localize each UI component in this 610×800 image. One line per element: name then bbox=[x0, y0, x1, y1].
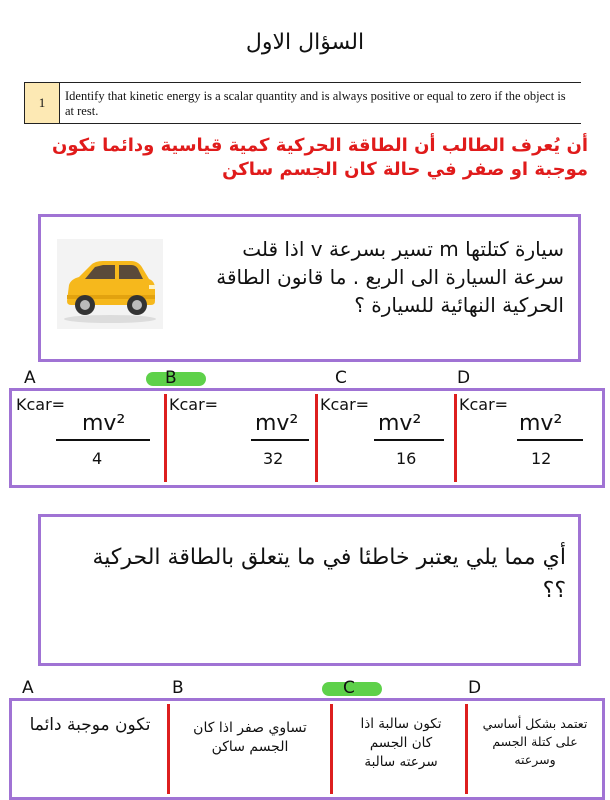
option-numerator: mv² bbox=[82, 411, 126, 436]
objective-table bbox=[24, 82, 581, 124]
option-text: تكون موجبة دائما bbox=[29, 715, 151, 735]
q2-option-c[interactable] bbox=[333, 701, 465, 797]
q2-letter-d: D bbox=[468, 678, 482, 698]
question2-box bbox=[38, 514, 581, 666]
fraction-line bbox=[56, 439, 150, 441]
page-title: السؤال الاول bbox=[245, 30, 365, 55]
objective-text: Identify that kinetic energy is a scalar quantity and is always positive or equal to zero if the object is at rest. bbox=[65, 89, 566, 118]
q1-option-a[interactable] bbox=[12, 391, 165, 485]
option-denominator: 4 bbox=[92, 449, 103, 468]
option-numerator: mv² bbox=[378, 411, 422, 436]
option-label: Kcar= bbox=[320, 395, 370, 414]
q1-letter-b: B bbox=[165, 368, 177, 388]
question2-options bbox=[9, 698, 605, 800]
car-image bbox=[57, 239, 163, 329]
q1-letter-d: D bbox=[457, 368, 471, 388]
option-numerator: mv² bbox=[519, 411, 563, 436]
question1-box bbox=[38, 214, 581, 362]
objective-number: 1 bbox=[25, 83, 60, 123]
fraction-line bbox=[251, 439, 309, 441]
option-numerator: mv² bbox=[255, 411, 299, 436]
fraction-line bbox=[374, 439, 444, 441]
q1-letter-a: A bbox=[24, 368, 36, 388]
option-denominator: 12 bbox=[531, 449, 552, 468]
q1-letter-c: C bbox=[335, 368, 347, 388]
q1-option-b[interactable] bbox=[167, 391, 315, 485]
q2-letter-b: B bbox=[172, 678, 184, 698]
option-label: Kcar= bbox=[169, 395, 219, 414]
q1-option-c[interactable] bbox=[318, 391, 454, 485]
question2-text: أي مما يلي يعتبر خاطئا في ما يتعلق بالطاقة الحركية ؟؟ bbox=[92, 545, 566, 603]
option-text: تعتمد بشكل أساسي على كتلة الجسم وسرعته bbox=[482, 716, 588, 767]
q2-option-a[interactable] bbox=[12, 701, 167, 797]
option-denominator: 16 bbox=[396, 449, 417, 468]
q2-option-b[interactable] bbox=[170, 701, 330, 797]
question1-options bbox=[9, 388, 605, 488]
yellow-car-icon bbox=[57, 239, 163, 329]
q1-option-d[interactable] bbox=[457, 391, 599, 485]
option-denominator: 32 bbox=[263, 449, 284, 468]
fraction-line bbox=[517, 439, 583, 441]
objective-arabic: أن يُعرف الطالب أن الطاقة الحركية كمية قياسية ودائما تكون موجبة او صفر في حالة كان الجسم ساكن bbox=[52, 135, 588, 180]
option-text: تكون سالبة اذا كان الجسم سرعته سالبة bbox=[360, 716, 442, 770]
q2-letter-c: C bbox=[343, 678, 355, 698]
option-label: Kcar= bbox=[459, 395, 509, 414]
q2-letter-a: A bbox=[22, 678, 34, 698]
question1-text: سيارة كتلتها m تسير بسرعة v اذا قلت سرعة السيارة الى الربع . ما قانون الطاقة الحركية النهائية للسيارة ؟ bbox=[216, 237, 564, 317]
option-label: Kcar= bbox=[16, 395, 66, 414]
q2-option-d[interactable] bbox=[468, 701, 599, 797]
option-text: تساوي صفر اذا كان الجسم ساكن bbox=[193, 720, 307, 755]
